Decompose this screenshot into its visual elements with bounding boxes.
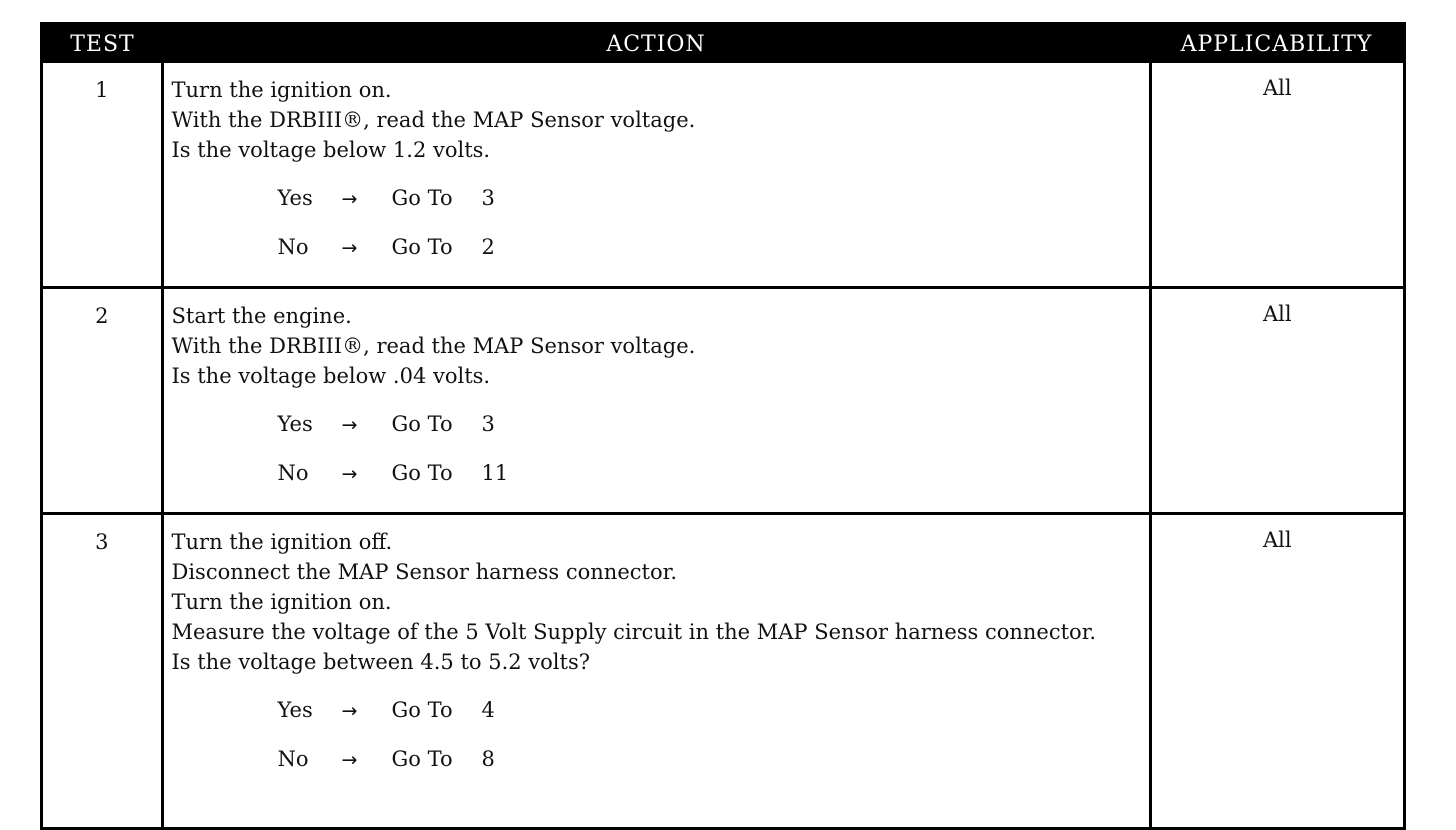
right-arrow-icon: → [341,188,358,210]
branch-no [278,458,1143,488]
right-arrow-icon: → [341,749,358,771]
branch-target: 2 [481,235,495,259]
diagnostic-test-table-frame [40,22,1406,830]
branch-target: 3 [481,412,495,436]
branch-yes [278,183,1143,213]
branch-goto-label: Go To [391,412,453,436]
test-number: 1 [43,63,162,288]
action-step: Is the voltage below .04 volts. [171,364,491,388]
header-action: ACTION [162,25,1150,63]
branch-yes [278,695,1143,725]
right-arrow-icon: → [341,237,358,259]
diagnostic-test-table [43,25,1403,827]
branch-list [172,409,1143,488]
branch-answer: Yes [277,412,313,436]
right-arrow-icon: → [341,700,358,722]
branch-goto-label: Go To [391,186,453,210]
branch-target: 3 [481,186,495,210]
branch-answer: No [277,461,309,485]
branch-target: 11 [481,461,509,485]
test-number: 2 [43,288,162,514]
table-row [43,288,1403,514]
applicability-cell: All [1150,63,1403,288]
action-step: With the DRBIII®, read the MAP Sensor voltage. [171,108,696,132]
test-number: 3 [43,514,162,828]
action-cell [162,63,1150,288]
action-step: Disconnect the MAP Sensor harness connector. [171,560,677,584]
branch-answer: No [277,235,309,259]
action-step: Is the voltage between 4.5 to 5.2 volts? [171,650,590,674]
branch-answer: Yes [277,698,313,722]
action-step: Turn the ignition on. [171,590,392,614]
branch-target: 4 [481,698,495,722]
branch-goto-label: Go To [391,698,453,722]
action-step: Measure the voltage of the 5 Volt Supply circuit in the MAP Sensor harness connector. [171,620,1097,644]
action-step: Turn the ignition off. [171,530,393,554]
applicability-cell: All [1150,514,1403,828]
header-row [43,25,1403,63]
header-applicability: APPLICABILITY [1150,25,1403,63]
branch-no [278,744,1143,774]
branch-goto-label: Go To [391,235,453,259]
branch-no [278,232,1143,262]
action-step: Start the engine. [171,304,352,328]
table-row [43,63,1403,288]
branch-goto-label: Go To [391,461,453,485]
action-step: Turn the ignition on. [171,78,392,102]
table-header [43,25,1403,63]
header-test: TEST [43,25,162,63]
action-step: With the DRBIII®, read the MAP Sensor voltage. [171,334,696,358]
right-arrow-icon: → [341,463,358,485]
branch-list [172,183,1143,262]
applicability-cell: All [1150,288,1403,514]
branch-list [172,695,1143,774]
table-body [43,63,1403,827]
action-step: Is the voltage below 1.2 volts. [171,138,491,162]
branch-yes [278,409,1143,439]
branch-answer: No [277,747,309,771]
branch-goto-label: Go To [391,747,453,771]
branch-answer: Yes [277,186,313,210]
action-cell [162,514,1150,828]
right-arrow-icon: → [341,414,358,436]
branch-target: 8 [481,747,495,771]
table-row [43,514,1403,828]
action-cell [162,288,1150,514]
